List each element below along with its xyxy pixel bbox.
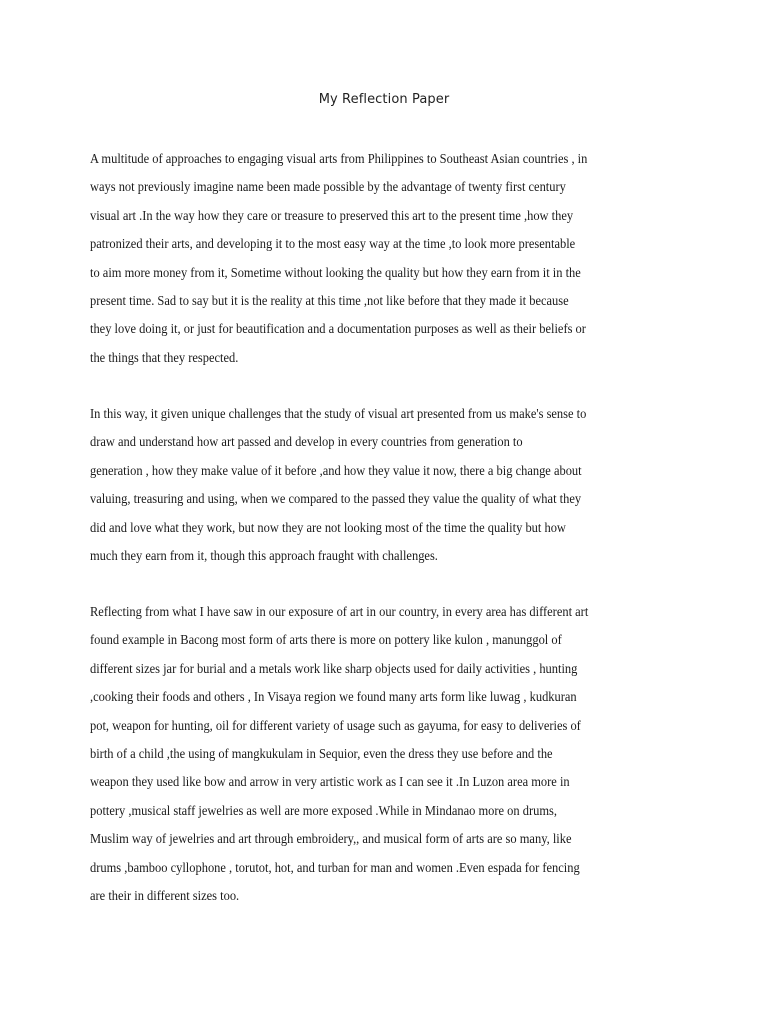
- paragraph-line: they love doing it, or just for beautification and a documentation purposes as well as their beliefs or: [90, 321, 586, 337]
- paragraph-line: much they earn from it, though this approach fraught with challenges.: [90, 547, 438, 563]
- paragraph-3: [90, 598, 690, 910]
- paragraph-line: are their in different sizes too.: [90, 887, 240, 903]
- paragraph-line: pottery ,musical staff jewelries as well are more exposed .While in Mindanao more on drums,: [90, 802, 557, 818]
- paragraph-line: draw and understand how art passed and develop in every countries from generation to: [90, 434, 523, 450]
- paragraph-line: the things that they respected.: [90, 349, 239, 365]
- paragraph-line: to aim more money from it, Sometime without looking the quality but how they earn from it in the: [90, 264, 581, 280]
- paragraph-1: [90, 145, 690, 372]
- paragraph-line: weapon they used like bow and arrow in very artistic work as I can see it .In Luzon area more in: [90, 774, 570, 790]
- paragraph-line: found example in Bacong most form of arts there is more on pottery like kulon , manunggol of: [90, 632, 562, 648]
- paragraph-line: visual art .In the way how they care or treasure to preserved this art to the present time ,how they: [90, 207, 574, 223]
- paragraph-line: birth of a child ,the using of mangkukulam in Sequior, even the dress they use before and the: [90, 745, 553, 761]
- paragraph-line: did and love what they work, but now they are not looking most of the time the quality but how: [90, 519, 566, 535]
- paragraph-line: different sizes jar for burial and a metals work like sharp objects used for daily activities , hunting: [90, 660, 578, 676]
- paragraph-line: In this way, it given unique challenges that the study of visual art presented from us make's sense to: [90, 406, 587, 421]
- paragraph-line: patronized their arts, and developing it to the most easy way at the time ,to look more presentable: [90, 236, 576, 252]
- paragraph-line: Muslim way of jewelries and art through embroidery,, and musical form of arts are so many, like: [90, 831, 572, 847]
- paragraph-line: valuing, treasuring and using, when we compared to the passed they value the quality of what they: [90, 491, 582, 507]
- paragraph-2: [90, 400, 690, 570]
- paragraph-line: present time. Sad to say but it is the reality at this time ,not like before that they made it because: [90, 292, 569, 308]
- paragraph-line: drums ,bamboo cyllophone , torutot, hot, and turban for man and women .Even espada for fencing: [90, 859, 580, 875]
- paragraph-line: pot, weapon for hunting, oil for different variety of usage such as gayuma, for easy to deliveries of: [90, 717, 581, 733]
- paragraph-line: ways not previously imagine name been made possible by the advantage of twenty first century: [90, 179, 566, 195]
- paragraph-line: A multitude of approaches to engaging visual arts from Philippines to Southeast Asian countries , in: [90, 151, 588, 166]
- paragraph-line: ,cooking their foods and others , In Visaya region we found many arts form like luwag , kudkuran: [90, 689, 577, 705]
- paragraph-line: generation , how they make value of it before ,and how they value it now, there a big change about: [90, 462, 582, 478]
- paragraph-line: Reflecting from what I have saw in our exposure of art in our country, in every area has different art: [90, 604, 589, 619]
- page-title: My Reflection Paper: [318, 92, 450, 107]
